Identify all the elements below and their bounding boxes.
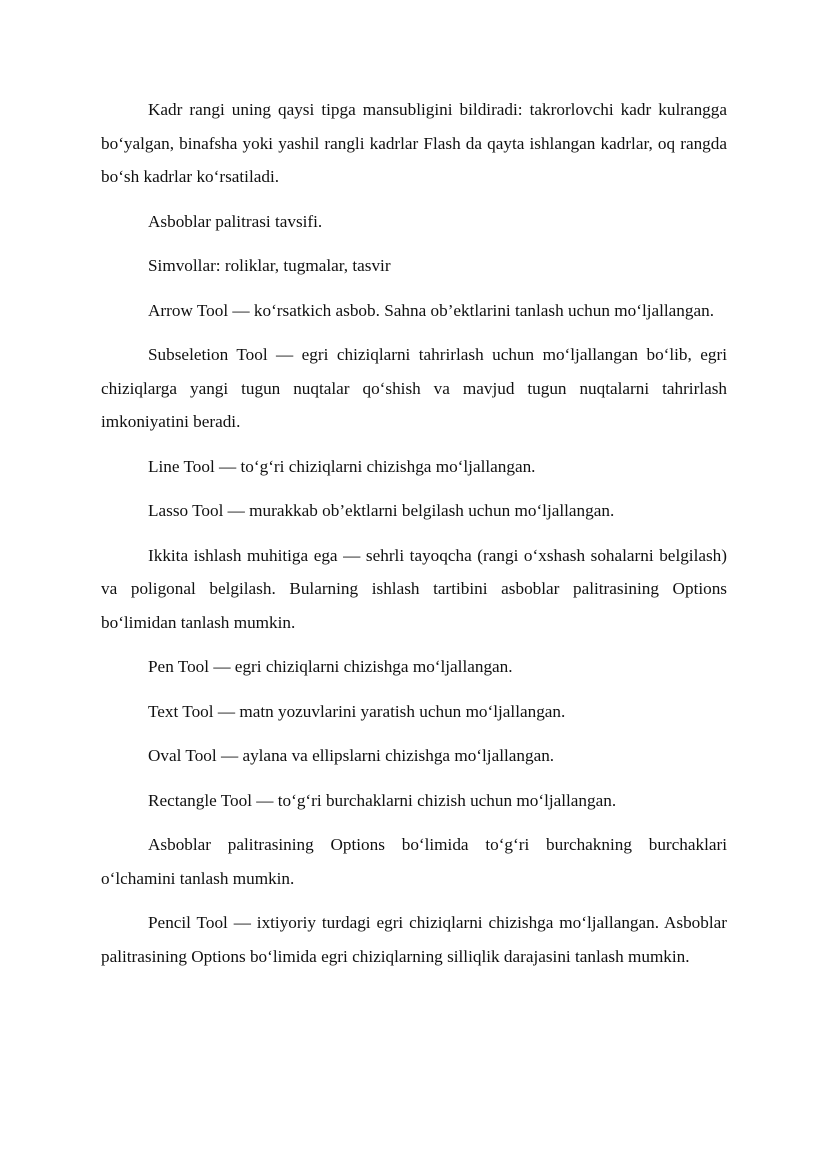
paragraph-rectangle-tool: Rectangle Tool — to‘g‘ri burchaklarni chizish uchun mo‘ljallangan.	[148, 790, 617, 810]
paragraph-subselection-tool: Subseletion Tool — egri chiziqlarni tahrirlash uchun mo‘ljallangan bo‘lib, egri chiziqlarga yangi tugun nuqtalar qo‘shish va mavjud tugun nuqtalarni tahrirlash imkoniyatini beradi.	[101, 345, 727, 431]
paragraph-pen-tool: Pen Tool — egri chiziqlarni chizishga mo‘ljallangan.	[148, 657, 513, 676]
paragraph-asboblar-tavsifi: Asboblar palitrasi tavsifi.	[148, 211, 323, 231]
document-page	[101, 93, 727, 984]
paragraph-lasso-tool: Lasso Tool — murakkab ob’ektlarni belgilash uchun mo‘ljallangan.	[148, 501, 615, 520]
paragraph-line-tool: Line Tool — to‘g‘ri chiziqlarni chizishga mo‘ljallangan.	[148, 456, 536, 476]
paragraph-kadr-rangi: Kadr rangi uning qaysi tipga mansubligini bildiradi: takrorlovchi kadr kulrangga bo‘yalgan, binafsha yoki yashil rangli kadrlar Flash da qayta ishlangan kadrlar, oq rangda bo‘sh kadrlar ko‘rsatiladi.	[101, 100, 727, 186]
paragraph-arrow-tool: Arrow Tool — ko‘rsatkich asbob. Sahna ob’ektlarini tanlash uchun mo‘ljallangan.	[148, 300, 715, 320]
paragraph-oval-tool: Oval Tool — aylana va ellipslarni chizishga mo‘ljallangan.	[148, 746, 555, 765]
paragraph-text-tool: Text Tool — matn yozuvlarini yaratish uchun mo‘ljallangan.	[148, 701, 566, 721]
paragraph-lasso-modes: Ikkita ishlash muhitiga ega — sehrli tayoqcha (rangi o‘xshash sohalarni belgilash) va poligonal belgilash. Bularning ishlash tartibini asboblar palitrasining Options bo‘limidan tanlash mumkin.	[101, 545, 727, 632]
paragraph-rectangle-options: Asboblar palitrasining Options bo‘limida to‘g‘ri burchakning burchaklari o‘lchamini tanlash mumkin.	[101, 835, 727, 888]
paragraph-simvollar: Simvollar: roliklar, tugmalar, tasvir	[148, 256, 391, 275]
paragraph-pencil-tool: Pencil Tool — ixtiyoriy turdagi egri chiziqlarni chizishga mo‘ljallangan. Asboblar palitrasining Options bo‘limida egri chiziqlarning silliqlik darajasini tanlash mumkin.	[101, 913, 727, 966]
